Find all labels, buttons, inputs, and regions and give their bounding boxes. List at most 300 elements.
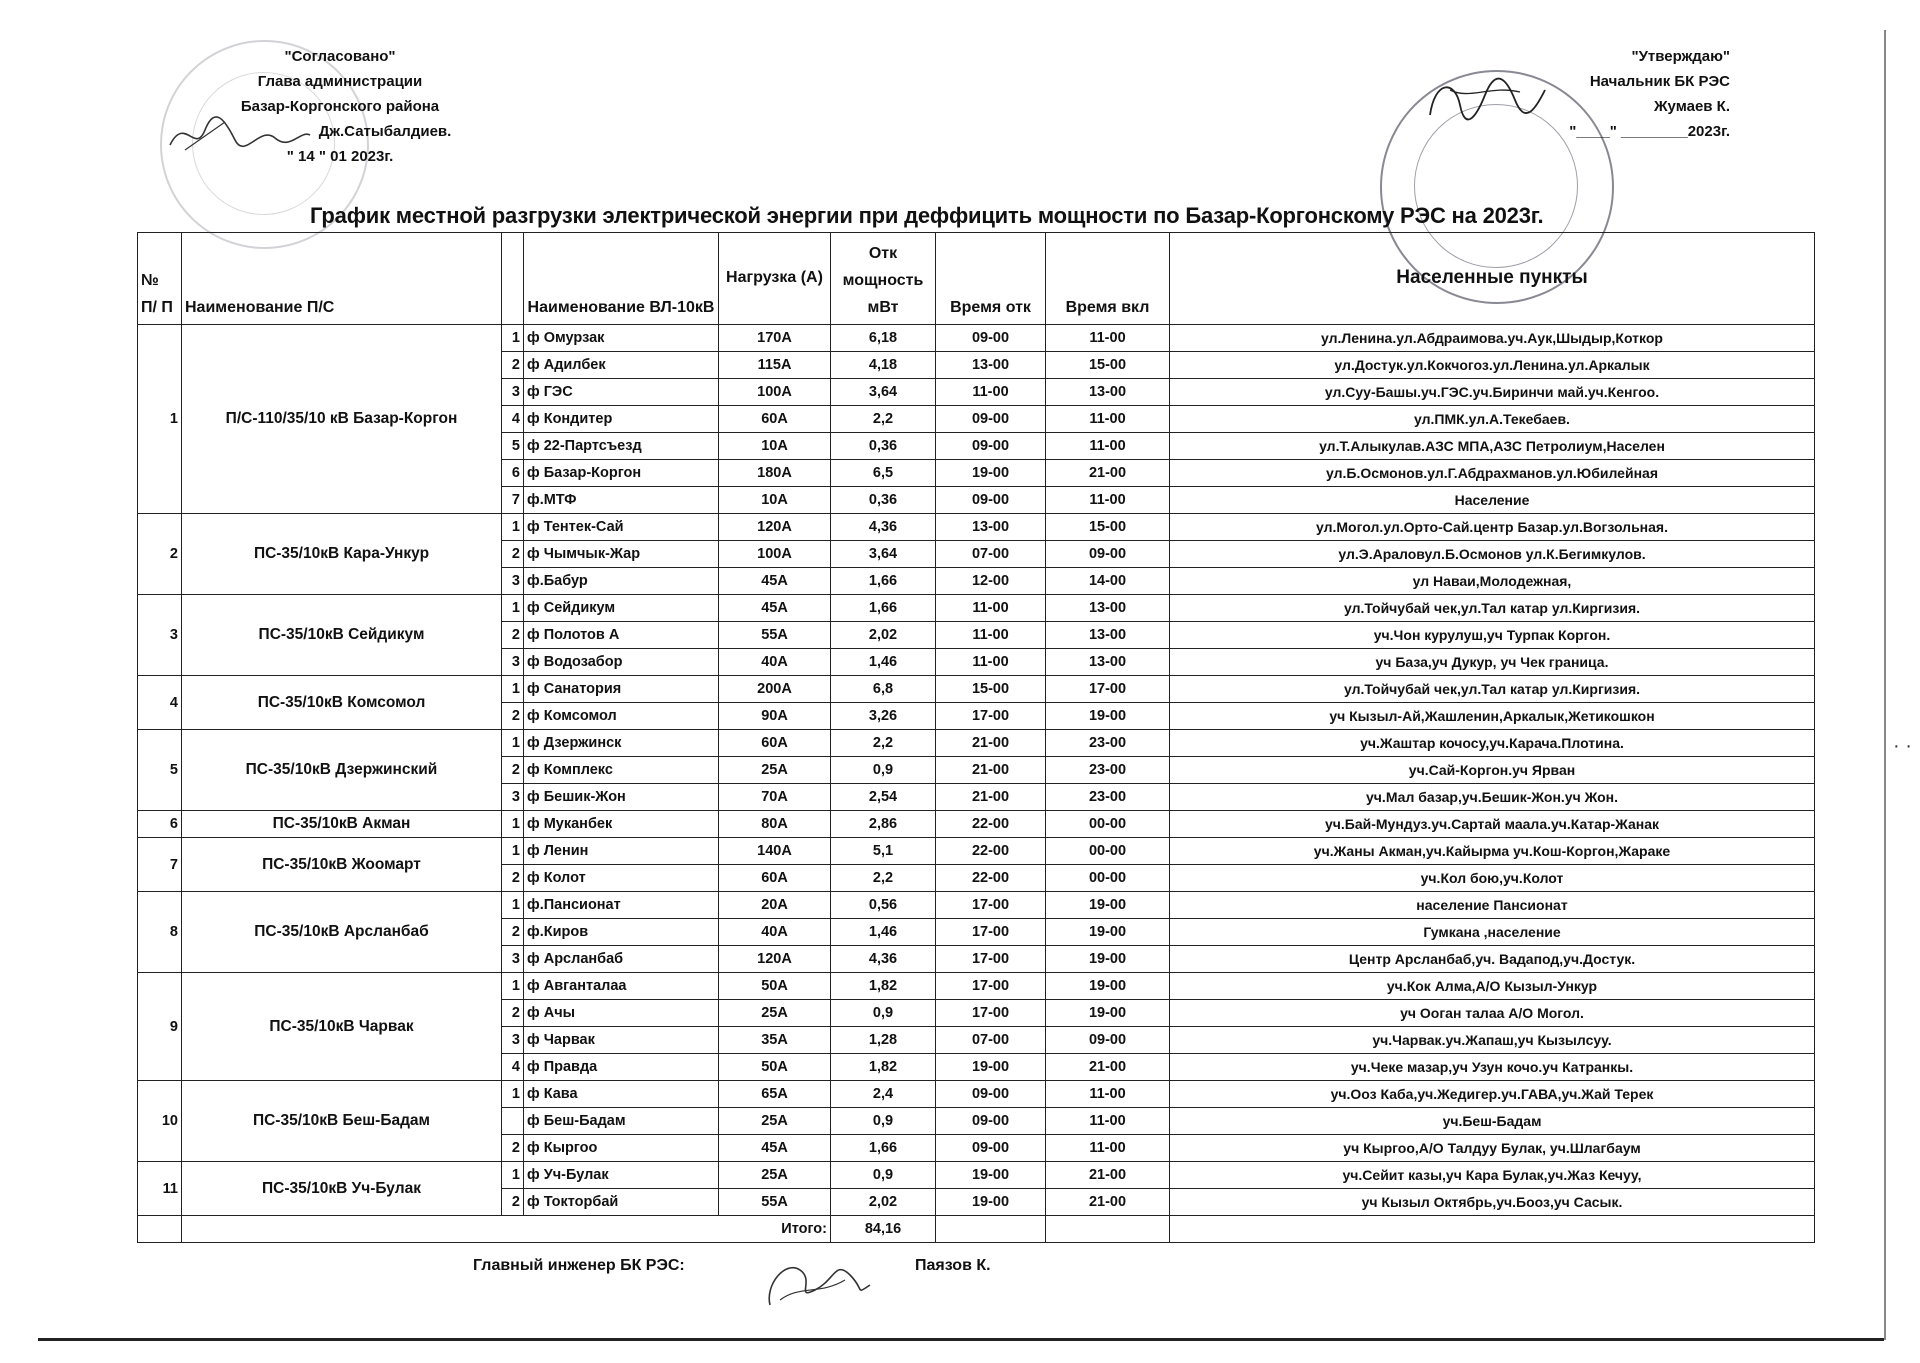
feeder-index: 5	[502, 433, 524, 460]
feeder-index: 1	[502, 892, 524, 919]
feeder-name: ф Муканбек	[524, 811, 719, 838]
load-value: 25А	[719, 1000, 831, 1027]
settlements: уч.Жаштар кочосу,уч.Карача.Плотина.	[1170, 730, 1815, 757]
substation-name: ПС-35/10кВ Акман	[182, 811, 502, 838]
on-time: 19-00	[1046, 703, 1170, 730]
group-number: 1	[138, 325, 182, 514]
on-time: 11-00	[1046, 487, 1170, 514]
load-value: 170А	[719, 325, 831, 352]
group-number: 10	[138, 1081, 182, 1162]
on-time: 11-00	[1046, 325, 1170, 352]
footer-role: Главный инженер БК РЭС:	[473, 1257, 685, 1274]
feeder-name: ф Кава	[524, 1081, 719, 1108]
col-on: Время вкл	[1046, 233, 1170, 325]
table-row	[138, 973, 1815, 1000]
load-value: 50А	[719, 973, 831, 1000]
on-time: 15-00	[1046, 352, 1170, 379]
on-time: 13-00	[1046, 379, 1170, 406]
col-idx	[502, 233, 524, 325]
power-value: 4,36	[831, 514, 936, 541]
load-value: 35А	[719, 1027, 831, 1054]
load-value: 90А	[719, 703, 831, 730]
on-time: 00-00	[1046, 865, 1170, 892]
on-time: 15-00	[1046, 514, 1170, 541]
load-value: 25А	[719, 1162, 831, 1189]
off-time: 22-00	[936, 811, 1046, 838]
feeder-index: 1	[502, 1081, 524, 1108]
approval-left-line3: Базар-Коргонского района	[240, 98, 440, 115]
off-time: 09-00	[936, 1081, 1046, 1108]
on-time: 17-00	[1046, 676, 1170, 703]
feeder-index: 1	[502, 811, 524, 838]
on-time: 13-00	[1046, 649, 1170, 676]
on-time: 21-00	[1046, 1054, 1170, 1081]
power-value: 0,9	[831, 757, 936, 784]
power-value: 0,36	[831, 433, 936, 460]
settlements: уч.Сай-Коргон.уч Ярван	[1170, 757, 1815, 784]
power-value: 2,54	[831, 784, 936, 811]
table-row	[138, 1162, 1815, 1189]
on-time: 09-00	[1046, 541, 1170, 568]
power-value: 2,2	[831, 406, 936, 433]
substation-name: ПС-35/10кВ Беш-Бадам	[182, 1081, 502, 1162]
off-time: 19-00	[936, 1054, 1046, 1081]
feeder-name: ф Кондитер	[524, 406, 719, 433]
group-number: 2	[138, 514, 182, 595]
feeder-index: 4	[502, 406, 524, 433]
off-time: 11-00	[936, 622, 1046, 649]
approval-left-line4: Дж.Сатыбалдиев.	[318, 123, 452, 140]
signature-footer	[755, 1245, 875, 1315]
feeder-name: ф Водозабор	[524, 649, 719, 676]
feeder-index: 1	[502, 514, 524, 541]
off-time: 17-00	[936, 919, 1046, 946]
feeder-index: 3	[502, 379, 524, 406]
load-value: 25А	[719, 757, 831, 784]
on-time: 23-00	[1046, 757, 1170, 784]
approval-right-line2: Начальник БК РЭС	[1589, 73, 1730, 90]
on-time: 21-00	[1046, 1162, 1170, 1189]
feeder-index: 6	[502, 460, 524, 487]
feeder-index: 1	[502, 325, 524, 352]
col-line: Наименование ВЛ-10кВ	[524, 233, 719, 325]
col-places: Населенные пункты	[1170, 233, 1815, 325]
footer-name: Паязов К.	[915, 1257, 991, 1274]
settlements: уч.Кок Алма,А/О Кызыл-Ункур	[1170, 973, 1815, 1000]
feeder-index: 2	[502, 541, 524, 568]
load-value: 60А	[719, 865, 831, 892]
substation-name: ПС-35/10кВ Кара-Ункур	[182, 514, 502, 595]
off-time: 11-00	[936, 595, 1046, 622]
table-row	[138, 325, 1815, 352]
feeder-index: 3	[502, 568, 524, 595]
power-value: 2,2	[831, 865, 936, 892]
off-time: 07-00	[936, 541, 1046, 568]
off-time: 11-00	[936, 379, 1046, 406]
feeder-name: ф.Бабур	[524, 568, 719, 595]
load-value: 200А	[719, 676, 831, 703]
settlements: уч.Мал базар,уч.Бешик-Жон.уч Жон.	[1170, 784, 1815, 811]
load-value: 70А	[719, 784, 831, 811]
load-value: 120А	[719, 946, 831, 973]
feeder-name: ф Комплекс	[524, 757, 719, 784]
feeder-index: 2	[502, 703, 524, 730]
off-time: 19-00	[936, 460, 1046, 487]
power-value: 1,66	[831, 568, 936, 595]
power-value: 1,82	[831, 1054, 936, 1081]
total-empty-1	[138, 1216, 182, 1243]
feeder-name: ф Правда	[524, 1054, 719, 1081]
on-time: 00-00	[1046, 838, 1170, 865]
total-empty-4	[1170, 1216, 1815, 1243]
total-empty-2	[936, 1216, 1046, 1243]
table-row	[138, 892, 1815, 919]
settlements: Население	[1170, 487, 1815, 514]
feeder-name: ф Чымчык-Жар	[524, 541, 719, 568]
on-time: 19-00	[1046, 1000, 1170, 1027]
feeder-name: ф Колот	[524, 865, 719, 892]
settlements: уч.Сейит казы,уч Кара Булак,уч.Жаз Кечуу,	[1170, 1162, 1815, 1189]
on-time: 11-00	[1046, 433, 1170, 460]
feeder-index: 1	[502, 730, 524, 757]
on-time: 11-00	[1046, 406, 1170, 433]
on-time: 21-00	[1046, 1189, 1170, 1216]
total-row	[138, 1216, 1815, 1243]
power-value: 2,86	[831, 811, 936, 838]
power-value: 0,9	[831, 1108, 936, 1135]
feeder-name: ф Комсомол	[524, 703, 719, 730]
settlements: ул.Достук.ул.Кокчогоз.ул.Ленина.ул.Аркалык	[1170, 352, 1815, 379]
on-time: 11-00	[1046, 1108, 1170, 1135]
power-value: 0,56	[831, 892, 936, 919]
power-value: 6,8	[831, 676, 936, 703]
substation-name: ПС-35/10кВ Арсланбаб	[182, 892, 502, 973]
table-row	[138, 811, 1815, 838]
off-time: 07-00	[936, 1027, 1046, 1054]
feeder-name: ф Адилбек	[524, 352, 719, 379]
substation-name: ПС-35/10кВ Комсомол	[182, 676, 502, 730]
load-value: 25А	[719, 1108, 831, 1135]
feeder-name: ф Ачы	[524, 1000, 719, 1027]
feeder-name: ф Тентек-Сай	[524, 514, 719, 541]
off-time: 17-00	[936, 892, 1046, 919]
col-substation: Наименование П/С	[182, 233, 502, 325]
feeder-name: ф Арсланбаб	[524, 946, 719, 973]
feeder-name: ф 22-Партсъезд	[524, 433, 719, 460]
approval-left-line5: " 14 " 01 2023г.	[286, 148, 394, 165]
load-value: 40А	[719, 649, 831, 676]
table-row	[138, 676, 1815, 703]
group-number: 9	[138, 973, 182, 1081]
col-power: Отк мощность мВт	[831, 233, 936, 325]
load-value: 55А	[719, 622, 831, 649]
power-value: 2,2	[831, 730, 936, 757]
feeder-name: ф.МТФ	[524, 487, 719, 514]
settlements: ул.Тойчубай чек,ул.Тал катар ул.Киргизия.	[1170, 676, 1815, 703]
feeder-index: 1	[502, 838, 524, 865]
scan-edge-bottom	[38, 1338, 1884, 1341]
off-time: 12-00	[936, 568, 1046, 595]
power-value: 0,9	[831, 1000, 936, 1027]
total-empty-3	[1046, 1216, 1170, 1243]
group-number: 3	[138, 595, 182, 676]
on-time: 21-00	[1046, 460, 1170, 487]
feeder-name: ф Дзержинск	[524, 730, 719, 757]
off-time: 09-00	[936, 1135, 1046, 1162]
approval-right-line1: "Утверждаю"	[1631, 48, 1730, 65]
approval-left-line2: Глава администрации	[257, 73, 423, 90]
settlements: ул.Ленина.ул.Абдраимова.уч.Аук,Шыдыр,Коткор	[1170, 325, 1815, 352]
settlements: уч.Чарвак.уч.Жапаш,уч Кызылсуу.	[1170, 1027, 1815, 1054]
settlements: уч База,уч Дукур, уч Чек граница.	[1170, 649, 1815, 676]
power-value: 4,18	[831, 352, 936, 379]
substation-name: ПС-35/10кВ Чарвак	[182, 973, 502, 1081]
off-time: 09-00	[936, 325, 1046, 352]
scan-speck: · ·	[1893, 735, 1912, 757]
feeder-index: 1	[502, 973, 524, 1000]
off-time: 19-00	[936, 1189, 1046, 1216]
col-np: № П/ П	[138, 233, 182, 325]
power-value: 5,1	[831, 838, 936, 865]
load-value: 60А	[719, 406, 831, 433]
power-value: 0,9	[831, 1162, 936, 1189]
feeder-index: 2	[502, 1135, 524, 1162]
power-value: 1,46	[831, 919, 936, 946]
load-value: 50А	[719, 1054, 831, 1081]
feeder-index: 3	[502, 649, 524, 676]
power-value: 1,28	[831, 1027, 936, 1054]
load-value: 20А	[719, 892, 831, 919]
feeder-name: ф Базар-Коргон	[524, 460, 719, 487]
settlements: уч.Кол бою,уч.Колот	[1170, 865, 1815, 892]
power-value: 2,02	[831, 1189, 936, 1216]
feeder-name: ф Кыргоо	[524, 1135, 719, 1162]
feeder-index	[502, 1108, 524, 1135]
settlements: Центр Арсланбаб,уч. Вадапод,уч.Достук.	[1170, 946, 1815, 973]
power-value: 6,5	[831, 460, 936, 487]
col-load: Нагрузка (А)	[719, 233, 831, 325]
on-time: 19-00	[1046, 919, 1170, 946]
off-time: 11-00	[936, 649, 1046, 676]
settlements: уч.Чеке мазар,уч Узун кочо.уч Катранкы.	[1170, 1054, 1815, 1081]
feeder-name: ф Беш-Бадам	[524, 1108, 719, 1135]
off-time: 21-00	[936, 730, 1046, 757]
table-row	[138, 595, 1815, 622]
settlements: уч Кызыл-Ай,Жашленин,Аркалык,Жетикошкон	[1170, 703, 1815, 730]
total-value: 84,16	[831, 1216, 936, 1243]
load-value: 120А	[719, 514, 831, 541]
feeder-index: 2	[502, 622, 524, 649]
substation-name: ПС-35/10кВ Жоомарт	[182, 838, 502, 892]
settlements: уч.Жаны Акман,уч.Кайырма уч.Кош-Коргон,Жараке	[1170, 838, 1815, 865]
group-number: 11	[138, 1162, 182, 1216]
load-value: 55А	[719, 1189, 831, 1216]
substation-name: ПС-35/10кВ Сейдикум	[182, 595, 502, 676]
load-value: 115А	[719, 352, 831, 379]
settlements: Гумкана ,население	[1170, 919, 1815, 946]
on-time: 13-00	[1046, 595, 1170, 622]
on-time: 14-00	[1046, 568, 1170, 595]
on-time: 23-00	[1046, 784, 1170, 811]
load-value: 40А	[719, 919, 831, 946]
feeder-name: ф.Пансионат	[524, 892, 719, 919]
on-time: 11-00	[1046, 1081, 1170, 1108]
off-time: 09-00	[936, 487, 1046, 514]
table-header	[138, 233, 1815, 325]
feeder-name: ф Полотов А	[524, 622, 719, 649]
substation-name: ПС-35/10кВ Уч-Булак	[182, 1162, 502, 1216]
settlements: ул.Могол.ул.Орто-Сай.центр Базар.ул.Вогзольная.	[1170, 514, 1815, 541]
settlements: уч Кыргоо,А/О Талдуу Булак, уч.Шлагбаум	[1170, 1135, 1815, 1162]
off-time: 13-00	[936, 514, 1046, 541]
off-time: 17-00	[936, 973, 1046, 1000]
settlements: уч.Беш-Бадам	[1170, 1108, 1815, 1135]
settlements: ул.Э.Араловул.Б.Осмонов ул.К.Бегимкулов.	[1170, 541, 1815, 568]
table-row	[138, 838, 1815, 865]
feeder-name: ф ГЭС	[524, 379, 719, 406]
on-time: 19-00	[1046, 973, 1170, 1000]
group-number: 4	[138, 676, 182, 730]
load-value: 100А	[719, 541, 831, 568]
group-number: 6	[138, 811, 182, 838]
signature-left	[165, 110, 315, 160]
load-value: 180А	[719, 460, 831, 487]
load-value: 65А	[719, 1081, 831, 1108]
on-time: 09-00	[1046, 1027, 1170, 1054]
feeder-index: 1	[502, 676, 524, 703]
feeder-name: ф Токторбай	[524, 1189, 719, 1216]
table-row	[138, 730, 1815, 757]
feeder-name: ф Чарвак	[524, 1027, 719, 1054]
on-time: 23-00	[1046, 730, 1170, 757]
feeder-index: 1	[502, 595, 524, 622]
table-row	[138, 1081, 1815, 1108]
feeder-name: ф Уч-Булак	[524, 1162, 719, 1189]
power-value: 0,36	[831, 487, 936, 514]
power-value: 2,02	[831, 622, 936, 649]
feeder-name: ф Авганталаа	[524, 973, 719, 1000]
power-value: 1,82	[831, 973, 936, 1000]
load-value: 60А	[719, 730, 831, 757]
feeder-name: ф Омурзак	[524, 325, 719, 352]
on-time: 13-00	[1046, 622, 1170, 649]
feeder-index: 3	[502, 1027, 524, 1054]
feeder-index: 1	[502, 1162, 524, 1189]
approval-left-line1: "Согласовано"	[284, 48, 396, 65]
off-time: 09-00	[936, 433, 1046, 460]
feeder-index: 4	[502, 1054, 524, 1081]
off-time: 21-00	[936, 784, 1046, 811]
feeder-index: 2	[502, 1000, 524, 1027]
off-time: 22-00	[936, 865, 1046, 892]
col-off: Время отк	[936, 233, 1046, 325]
group-number: 8	[138, 892, 182, 973]
power-value: 3,26	[831, 703, 936, 730]
approval-right-line3: Жумаев К.	[1654, 98, 1730, 115]
settlements: уч Кызыл Октябрь,уч.Бооз,уч Сасык.	[1170, 1189, 1815, 1216]
total-label: Итого:	[182, 1216, 831, 1243]
group-number: 5	[138, 730, 182, 811]
load-value: 140А	[719, 838, 831, 865]
table-row	[138, 514, 1815, 541]
feeder-index: 2	[502, 757, 524, 784]
load-value: 45А	[719, 1135, 831, 1162]
table-body	[138, 325, 1815, 1216]
on-time: 00-00	[1046, 811, 1170, 838]
settlements: ул.Б.Осмонов.ул.Г.Абдрахманов.ул.Юбилейная	[1170, 460, 1815, 487]
power-value: 1,46	[831, 649, 936, 676]
off-time: 17-00	[936, 1000, 1046, 1027]
settlements: население Пансионат	[1170, 892, 1815, 919]
power-value: 6,18	[831, 325, 936, 352]
power-value: 2,4	[831, 1081, 936, 1108]
substation-name: П/С-110/35/10 кВ Базар-Коргон	[182, 325, 502, 514]
feeder-name: ф.Киров	[524, 919, 719, 946]
settlements: ул.ПМК.ул.А.Текебаев.	[1170, 406, 1815, 433]
load-value: 10А	[719, 433, 831, 460]
settlements: ул.Суу-Башы.уч.ГЭС.уч.Биринчи май.уч.Кенгоо.	[1170, 379, 1815, 406]
approval-right-line4: "____" ________2023г.	[1569, 123, 1730, 140]
on-time: 19-00	[1046, 946, 1170, 973]
feeder-index: 2	[502, 352, 524, 379]
feeder-index: 3	[502, 946, 524, 973]
settlements: ул.Тойчубай чек,ул.Тал катар ул.Киргизия.	[1170, 595, 1815, 622]
on-time: 11-00	[1046, 1135, 1170, 1162]
off-time: 15-00	[936, 676, 1046, 703]
settlements: уч.Бай-Мундуз.уч.Сартай маала.уч.Катар-Жанак	[1170, 811, 1815, 838]
page-title: График местной разгрузки электрической энергии при деффицить мощности по Базар-Коргонскому РЭС на 2023г.	[310, 203, 1544, 228]
settlements: уч Ооган талаа А/О Могол.	[1170, 1000, 1815, 1027]
scan-edge-right	[1884, 30, 1886, 1340]
feeder-name: ф Санатория	[524, 676, 719, 703]
schedule-table	[137, 232, 1815, 1243]
settlements: уч.Ооз Каба,уч.Жедигер.уч.ГАВА,уч.Жай Терек	[1170, 1081, 1815, 1108]
feeder-index: 2	[502, 1189, 524, 1216]
power-value: 3,64	[831, 379, 936, 406]
off-time: 09-00	[936, 406, 1046, 433]
signature-right	[1420, 70, 1550, 130]
power-value: 3,64	[831, 541, 936, 568]
power-value: 1,66	[831, 595, 936, 622]
power-value: 4,36	[831, 946, 936, 973]
substation-name: ПС-35/10кВ Дзержинский	[182, 730, 502, 811]
settlements: ул.Т.Алыкулав.АЗС МПА,АЗС Петролиум,Населен	[1170, 433, 1815, 460]
feeder-index: 7	[502, 487, 524, 514]
feeder-name: ф Бешик-Жон	[524, 784, 719, 811]
feeder-name: ф Сейдикум	[524, 595, 719, 622]
off-time: 17-00	[936, 703, 1046, 730]
on-time: 19-00	[1046, 892, 1170, 919]
feeder-index: 2	[502, 865, 524, 892]
off-time: 22-00	[936, 838, 1046, 865]
feeder-index: 2	[502, 919, 524, 946]
off-time: 17-00	[936, 946, 1046, 973]
group-number: 7	[138, 838, 182, 892]
feeder-name: ф Ленин	[524, 838, 719, 865]
load-value: 45А	[719, 595, 831, 622]
off-time: 13-00	[936, 352, 1046, 379]
load-value: 100А	[719, 379, 831, 406]
off-time: 09-00	[936, 1108, 1046, 1135]
settlements: уч.Чон курулуш,уч Турпак Коргон.	[1170, 622, 1815, 649]
load-value: 45А	[719, 568, 831, 595]
load-value: 80А	[719, 811, 831, 838]
feeder-index: 3	[502, 784, 524, 811]
off-time: 19-00	[936, 1162, 1046, 1189]
off-time: 21-00	[936, 757, 1046, 784]
power-value: 1,66	[831, 1135, 936, 1162]
load-value: 10А	[719, 487, 831, 514]
